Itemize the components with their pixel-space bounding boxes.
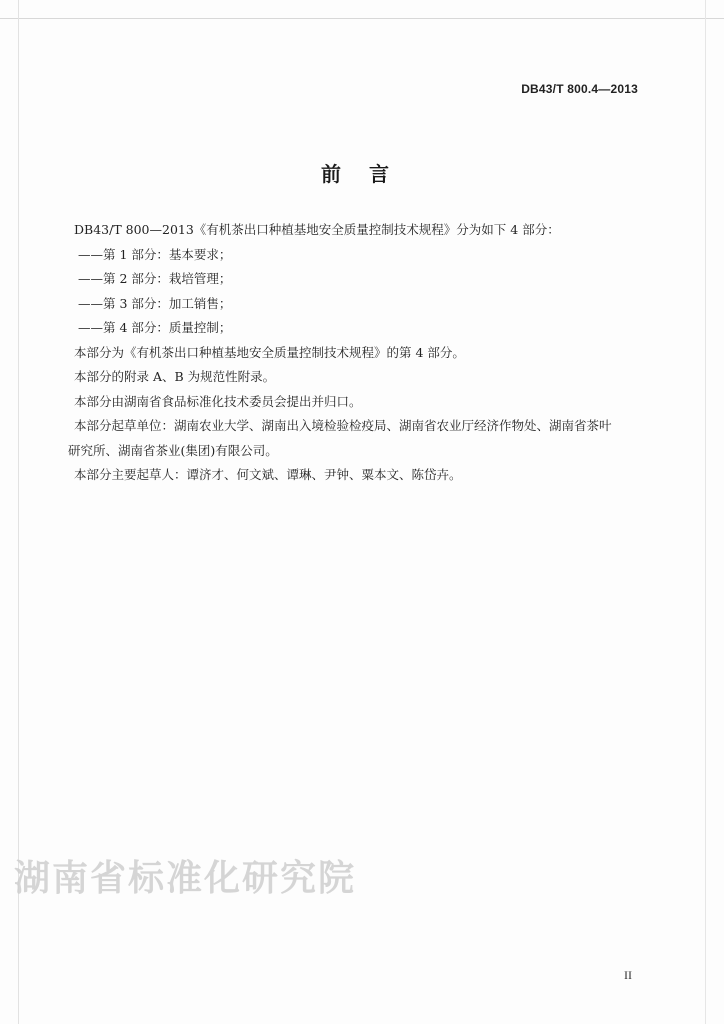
paragraph-part-statement: 本部分为《有机茶出口种植基地安全质量控制技术规程》的第 4 部分。 (74, 344, 465, 360)
paragraph-proposer: 本部分由湖南省食品标准化技术委员会提出并归口。 (74, 393, 362, 409)
scan-edge-top (0, 18, 724, 19)
paragraph-drafting-units-cont: 研究所、湖南省茶业(集团)有限公司。 (68, 442, 278, 458)
standard-code: DB43/T 800.4—2013 (521, 82, 638, 96)
list-item-part-2: ——第 2 部分：栽培管理； (78, 271, 232, 286)
page-number: II (624, 968, 632, 982)
list-item-part-1: ——第 1 部分：基本要求； (78, 246, 232, 262)
foreword-body (68, 218, 658, 488)
paragraph-drafting-units: 本部分起草单位：湖南农业大学、湖南出入境检验检疫局、湖南省农业厅经济作物处、湖南省茶叶 (74, 418, 612, 433)
paragraph-drafters: 本部分主要起草人：谭济才、何文斌、谭琳、尹钟、粟本文、陈岱卉。 (74, 467, 462, 482)
watermark: 湖南省标准化研究院 (14, 858, 357, 899)
scan-edge-right (705, 0, 706, 1024)
list-item-part-4: ——第 4 部分：质量控制； (78, 320, 232, 335)
paragraph-intro: DB43/T 800—2013《有机茶出口种植基地安全质量控制技术规程》分为如下 4 部分： (74, 222, 560, 237)
page-title: 前言 (321, 162, 417, 186)
list-item-part-3: ——第 3 部分：加工销售； (78, 295, 232, 311)
paragraph-annex: 本部分的附录 A、B 为规范性附录。 (74, 369, 276, 384)
